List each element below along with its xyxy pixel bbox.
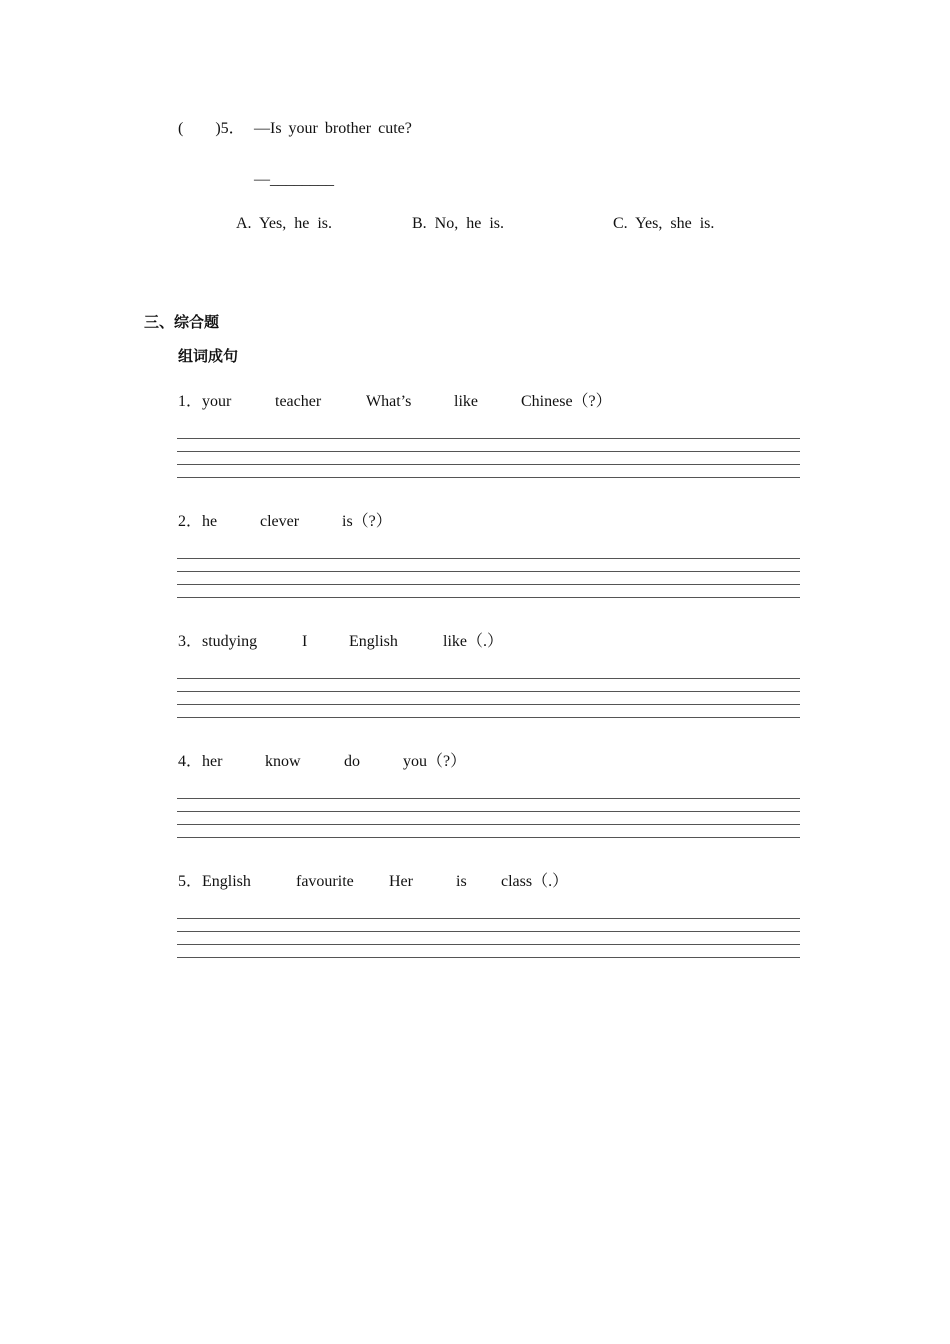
- writing-line: [177, 451, 800, 452]
- word: you（?）: [403, 753, 467, 770]
- writing-line: [177, 918, 800, 919]
- word: English: [202, 873, 251, 890]
- item-number: 2．: [178, 513, 203, 530]
- word: he: [202, 513, 218, 530]
- section-heading: 三、综合题: [144, 313, 220, 331]
- item-number: 4．: [178, 753, 203, 770]
- word: class（.）: [501, 873, 569, 890]
- item-number: 3．: [178, 633, 203, 650]
- writing-line: [177, 558, 800, 559]
- writing-line: [177, 704, 800, 705]
- word: Her: [389, 873, 413, 890]
- word: teacher: [275, 393, 322, 410]
- section-subheading: 组词成句: [178, 347, 239, 365]
- word: clever: [260, 513, 300, 530]
- writing-line: [177, 464, 800, 465]
- word: like: [454, 393, 478, 410]
- writing-line: [177, 837, 800, 838]
- q5-answer-paren: ( )5．: [178, 120, 245, 137]
- writing-line: [177, 584, 800, 585]
- writing-line: [177, 824, 800, 825]
- writing-line: [177, 597, 800, 598]
- word: Chinese（?）: [521, 393, 612, 410]
- writing-line: [177, 957, 800, 958]
- writing-line: [177, 571, 800, 572]
- writing-line: [177, 811, 800, 812]
- writing-line: [177, 438, 800, 439]
- word: favourite: [296, 873, 354, 890]
- word: studying: [202, 633, 258, 650]
- writing-line: [177, 477, 800, 478]
- writing-line: [177, 798, 800, 799]
- q5-option-c: C. Yes, she is.: [613, 215, 715, 232]
- word: know: [265, 753, 301, 770]
- word: I: [302, 633, 308, 650]
- q5-answer-blank: —________: [254, 171, 334, 188]
- writing-line: [177, 691, 800, 692]
- word: her: [202, 753, 223, 770]
- item-number: 1．: [178, 393, 203, 410]
- writing-line: [177, 944, 800, 945]
- word: is: [456, 873, 467, 890]
- q5-option-a: A. Yes, he is.: [236, 215, 333, 232]
- word: What’s: [366, 393, 412, 410]
- writing-line: [177, 931, 800, 932]
- word: English: [349, 633, 398, 650]
- word: like（.）: [443, 633, 503, 650]
- word: is（?）: [342, 513, 392, 530]
- writing-line: [177, 717, 800, 718]
- item-number: 5．: [178, 873, 203, 890]
- q5-option-b: B. No, he is.: [412, 215, 504, 232]
- writing-line: [177, 678, 800, 679]
- word: do: [344, 753, 360, 770]
- q5-question-text: —Is your brother cute?: [254, 120, 412, 137]
- word: your: [202, 393, 232, 410]
